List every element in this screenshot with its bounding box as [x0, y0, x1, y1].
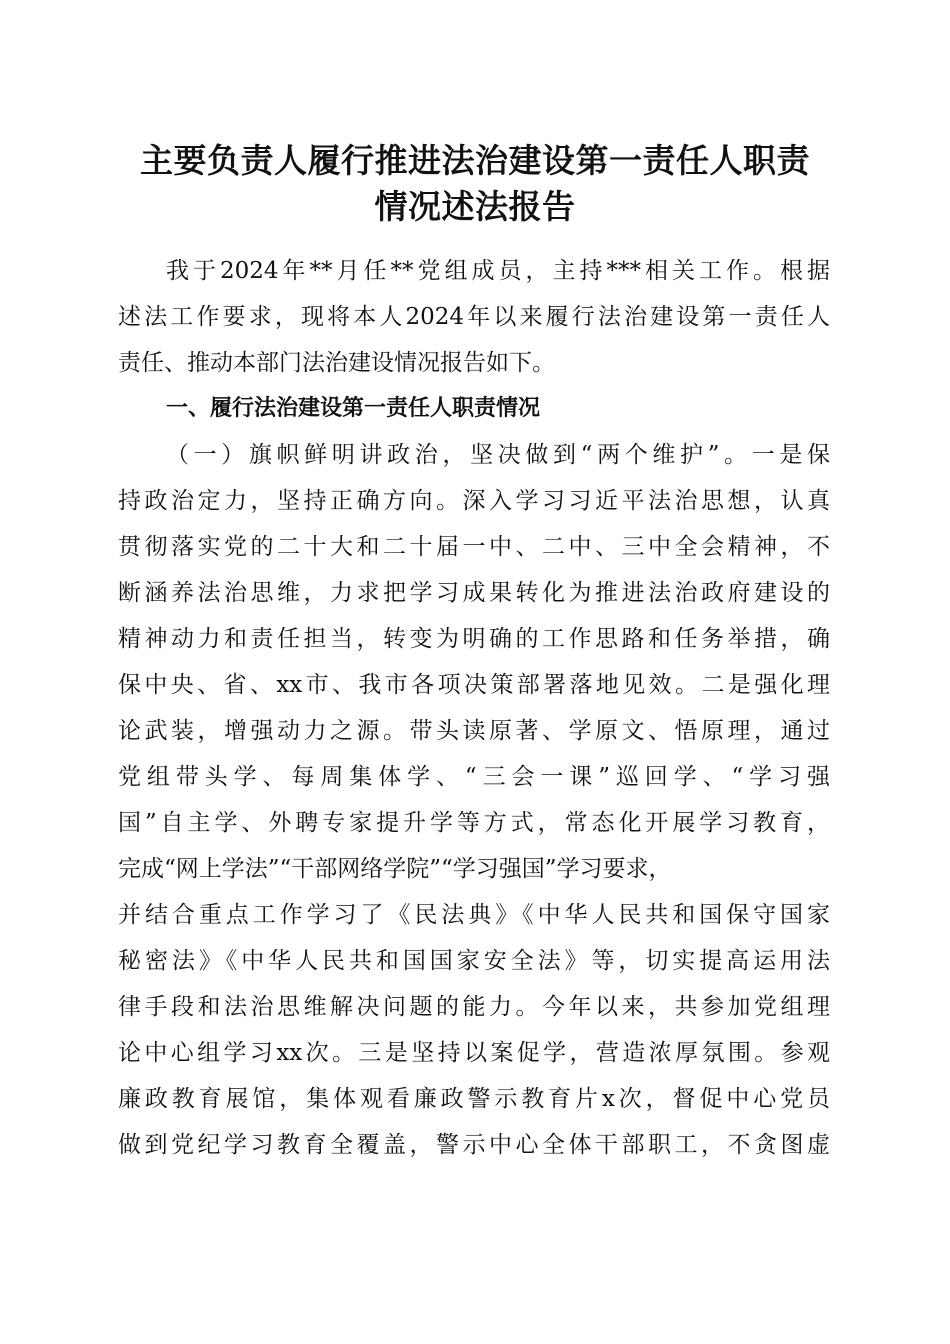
paragraph-line: 并结合重点工作学习了《民法典》《中华人民共和国保守国家 [118, 902, 830, 928]
paragraph-line: 责任、推动本部门法治建设情况报告如下。 [118, 350, 555, 376]
paragraph-line: 贯彻落实党的二十大和二十届一中、二中、三中全会精神，不 [118, 534, 830, 560]
paragraph-line: 完成“网上学法”“干部网络学院”“学习强国”学习要求， [118, 856, 672, 882]
paragraph-line: 述法工作要求，现将本人2024年以来履行法治建设第一责任人 [118, 304, 830, 330]
document-body [118, 248, 830, 1168]
section-heading: 一、履行法治建设第一责任人职责情况 [166, 396, 541, 421]
document-title-line-1: 主要负责人履行推进法治建设第一责任人职责 [140, 141, 810, 180]
paragraph-line: 论武装，增强动力之源。带头读原著、学原文、悟原理，通过 [118, 718, 830, 744]
paragraph-line: 廉政教育展馆，集体观看廉政警示教育片x次，督促中心党员 [118, 1086, 830, 1112]
paragraph-line: 持政治定力，坚持正确方向。深入学习习近平法治思想，认真 [118, 488, 830, 514]
document-title-line-2: 情况述法报告 [374, 187, 576, 226]
paragraph-line: 党组带头学、每周集体学、“三会一课”巡回学、“学习强 [118, 764, 830, 790]
paragraph-line: 律手段和法治思维解决问题的能力。今年以来，共参加党组理 [118, 994, 830, 1020]
paragraph-line: 我于2024年**月任**党组成员，主持***相关工作。根据 [166, 258, 830, 284]
paragraph-line: 保中央、省、xx市、我市各项决策部署落地见效。二是强化理 [118, 672, 830, 698]
paragraph-line: 秘密法》《中华人民共和国国家安全法》等，切实提高运用法 [118, 948, 830, 974]
paragraph-line: 精神动力和责任担当，转变为明确的工作思路和任务举措，确 [118, 626, 830, 652]
paragraph-line: 断涵养法治思维，力求把学习成果转化为推进法治政府建设的 [118, 580, 830, 606]
paragraph-line: 论中心组学习xx次。三是坚持以案促学，营造浓厚氛围。参观 [118, 1040, 830, 1066]
paragraph-line: （一）旗帜鲜明讲政治，坚决做到“两个维护”。一是保 [166, 442, 830, 468]
paragraph-line: 国”自主学、外聘专家提升学等方式，常态化开展学习教育， [118, 810, 830, 836]
paragraph-line: 做到党纪学习教育全覆盖，警示中心全体干部职工，不贪图虚 [118, 1132, 830, 1158]
